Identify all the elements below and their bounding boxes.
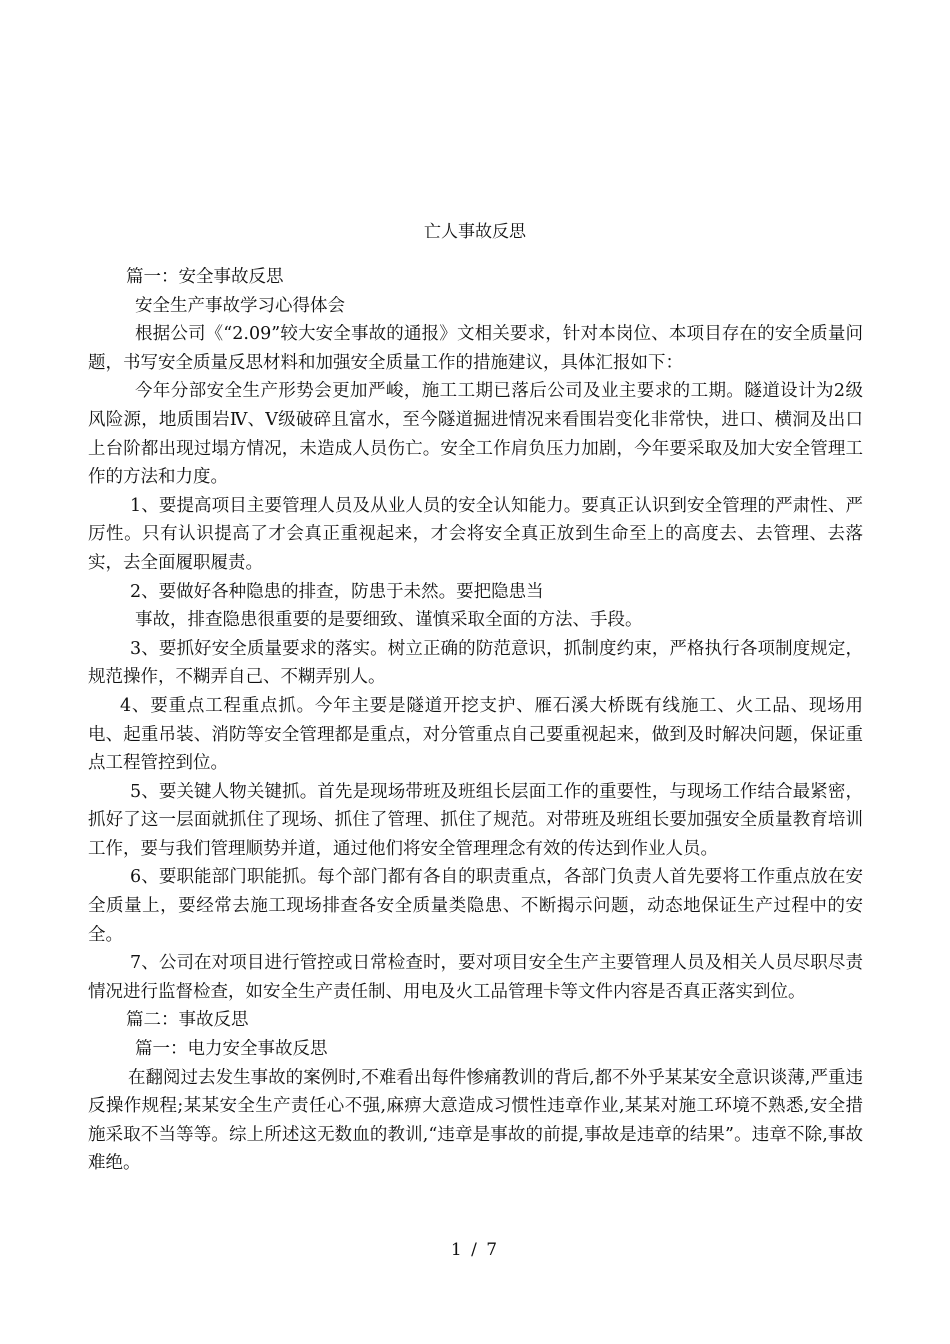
paragraph: 6、要职能部门职能抓。每个部门都有各自的职责重点，各部门负责人首先要将工作重点放在安全质量上，要经常去施工现场排查各安全质量类隐患、不断揭示问题，动态地保证生产过程中的安全。 [88, 867, 863, 945]
paragraph: 7、公司在对项目进行管控或日常检查时，要对项目安全生产主要管理人员及相关人员尽职尽责情况进行监督检查，如安全生产责任制、用电及火工品管理卡等文件内容是否真正落实到位。 [88, 953, 863, 1002]
paragraph: 5、要关键人物关键抓。首先是现场带班及班组长层面工作的重要性，与现场工作结合最紧密，抓好了这一层面就抓住了现场、抓住了管理、抓住了规范。对带班及班组长要加强安全质量教育培训工作，要与我们管理顺势并道，通过他们将安全管理理念有效的传达到作业人员。 [88, 781, 863, 859]
document-body [88, 263, 863, 1178]
paragraph: 在翻阅过去发生事故的案例时,不难看出每件惨痛教训的背后,都不外乎某某安全意识谈薄,严重违反操作规程;某某安全生产责任心不强,麻痹大意造成习惯性违章作业,某某对施工环境不熟悉,安全措施采取不当等等。综上所述这无数血的教训,“违章是事故的前提,事故是违章的结果”。违章不除,事故难绝。 [88, 1067, 863, 1174]
paragraph: 4、要重点工程重点抓。今年主要是隧道开挖支护、雁石溪大桥既有线施工、火工品、现场用电、起重吊装、消防等安全管理都是重点，对分管重点自己要重视起来，做到及时解决问题，保证重点工程管控到位。 [88, 695, 863, 774]
paragraph: 1、要提高项目主要管理人员及从业人员的安全认知能力。要真正认识到安全管理的严肃性、严厉性。只有认识提高了才会真正重视起来，才会将安全真正放到生命至上的高度去、去管理、去落实，去全面履职履责。 [88, 495, 863, 573]
section-heading-2: 篇二：事故反思 [126, 1010, 249, 1031]
paragraph: 今年分部安全生产形势会更加严峻，施工工期已落后公司及业主要求的工期。隧道设计为2级风险源，地质围岩Ⅳ、Ⅴ级破碎且富水，至今隧道掘进情况来看围岩变化非常快，进口、横洞及出口上台阶都出现过塌方情况，未造成人员伤亡。安全工作肩负压力加剧，今年要采取及加大安全管理工作的方法和力度。 [88, 381, 863, 488]
paragraph: 2、要做好各种隐患的排查，防患于未然。要把隐患当 [130, 581, 544, 602]
sub-heading: 篇一：电力安全事故反思 [135, 1039, 328, 1060]
paragraph: 3、要抓好安全质量要求的落实。树立正确的防范意识，抓制度约束，严格执行各项制度规定，规范操作，不糊弄自己、不糊弄别人。 [88, 638, 863, 688]
document-title: 亡人事故反思 [424, 222, 526, 242]
paragraph: 事故，排查隐患很重要的是要细致、谨慎采取全面的方法、手段。 [135, 610, 643, 631]
section-heading-1: 篇一：安全事故反思 [126, 267, 284, 287]
sub-heading: 安全生产事故学习心得体会 [135, 295, 345, 316]
paragraph: 根据公司《“2.09”较大安全事故的通报》文相关要求，针对本岗位、本项目存在的安全质量问题，书写安全质量反思材料和加强安全质量工作的措施建议，具体汇报如下： [88, 324, 863, 373]
page-number: 1 / 7 [450, 1240, 500, 1260]
